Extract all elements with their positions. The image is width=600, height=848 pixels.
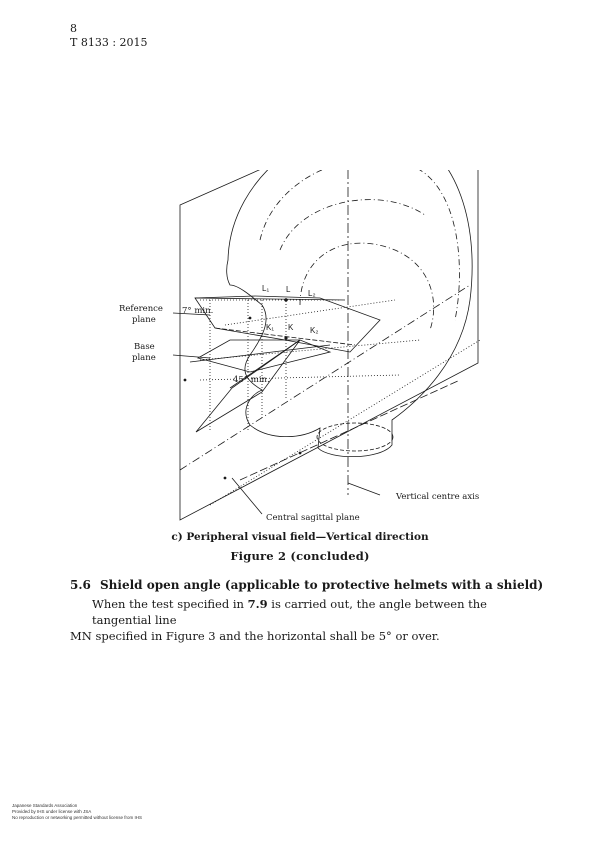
base-plane-label: Base [134, 342, 155, 352]
figure-subcaption: c) Peripheral visual field—Vertical direction [171, 531, 429, 543]
section-title: Shield open angle (applicable to protective helmets with a shield) [100, 578, 544, 592]
base-plane-label-2: plane [132, 353, 156, 363]
section-number: 5.6 [70, 578, 91, 592]
point-l2-label: L₂ [308, 289, 316, 298]
angle-45-label: 45° min. [233, 375, 270, 385]
ear-contour [300, 243, 434, 330]
inner-contour-2 [280, 200, 425, 250]
page-number: 8 [70, 22, 77, 35]
body-suffix: is carried out, the angle between the tangential line [92, 597, 487, 627]
body-line-2: MN specified in Figure 3 and the horizontal shall be 5° or over. [70, 629, 440, 643]
body-prefix: When the test specified in [92, 597, 248, 611]
clause-reference: 7.9 [247, 597, 268, 611]
standard-code: T 8133 : 2015 [70, 36, 148, 49]
footer-line-2: Provided by IHS under license with JSA [12, 809, 92, 814]
point-k2-label: K₂ [310, 326, 319, 335]
footer-line-1: Japanese Standards Association [12, 803, 78, 808]
neck-ellipse [317, 423, 393, 451]
inner-contour [260, 170, 459, 320]
reference-plane-label-2: plane [132, 315, 156, 325]
reference-plane-label: Reference [119, 304, 163, 314]
section-heading [70, 578, 543, 592]
angle-45-plane [196, 340, 300, 432]
point-l1-label: L₁ [262, 284, 270, 293]
point-k1-label: K₁ [266, 323, 275, 332]
point-k-label: K [288, 323, 294, 332]
angle-7-label: 7° min. [182, 306, 214, 316]
footer-line-3: No reproduction or networking permitted without license from IHS [12, 815, 143, 820]
figure-caption: Figure 2 (concluded) [230, 549, 370, 563]
head-form-figure [100, 170, 520, 545]
point-l-label: L [286, 285, 291, 294]
head-outline [227, 170, 472, 457]
section-body [70, 596, 540, 644]
sagittal-plane-label: Central sagittal plane [266, 513, 360, 523]
vertical-axis-label: Vertical centre axis [396, 492, 480, 502]
